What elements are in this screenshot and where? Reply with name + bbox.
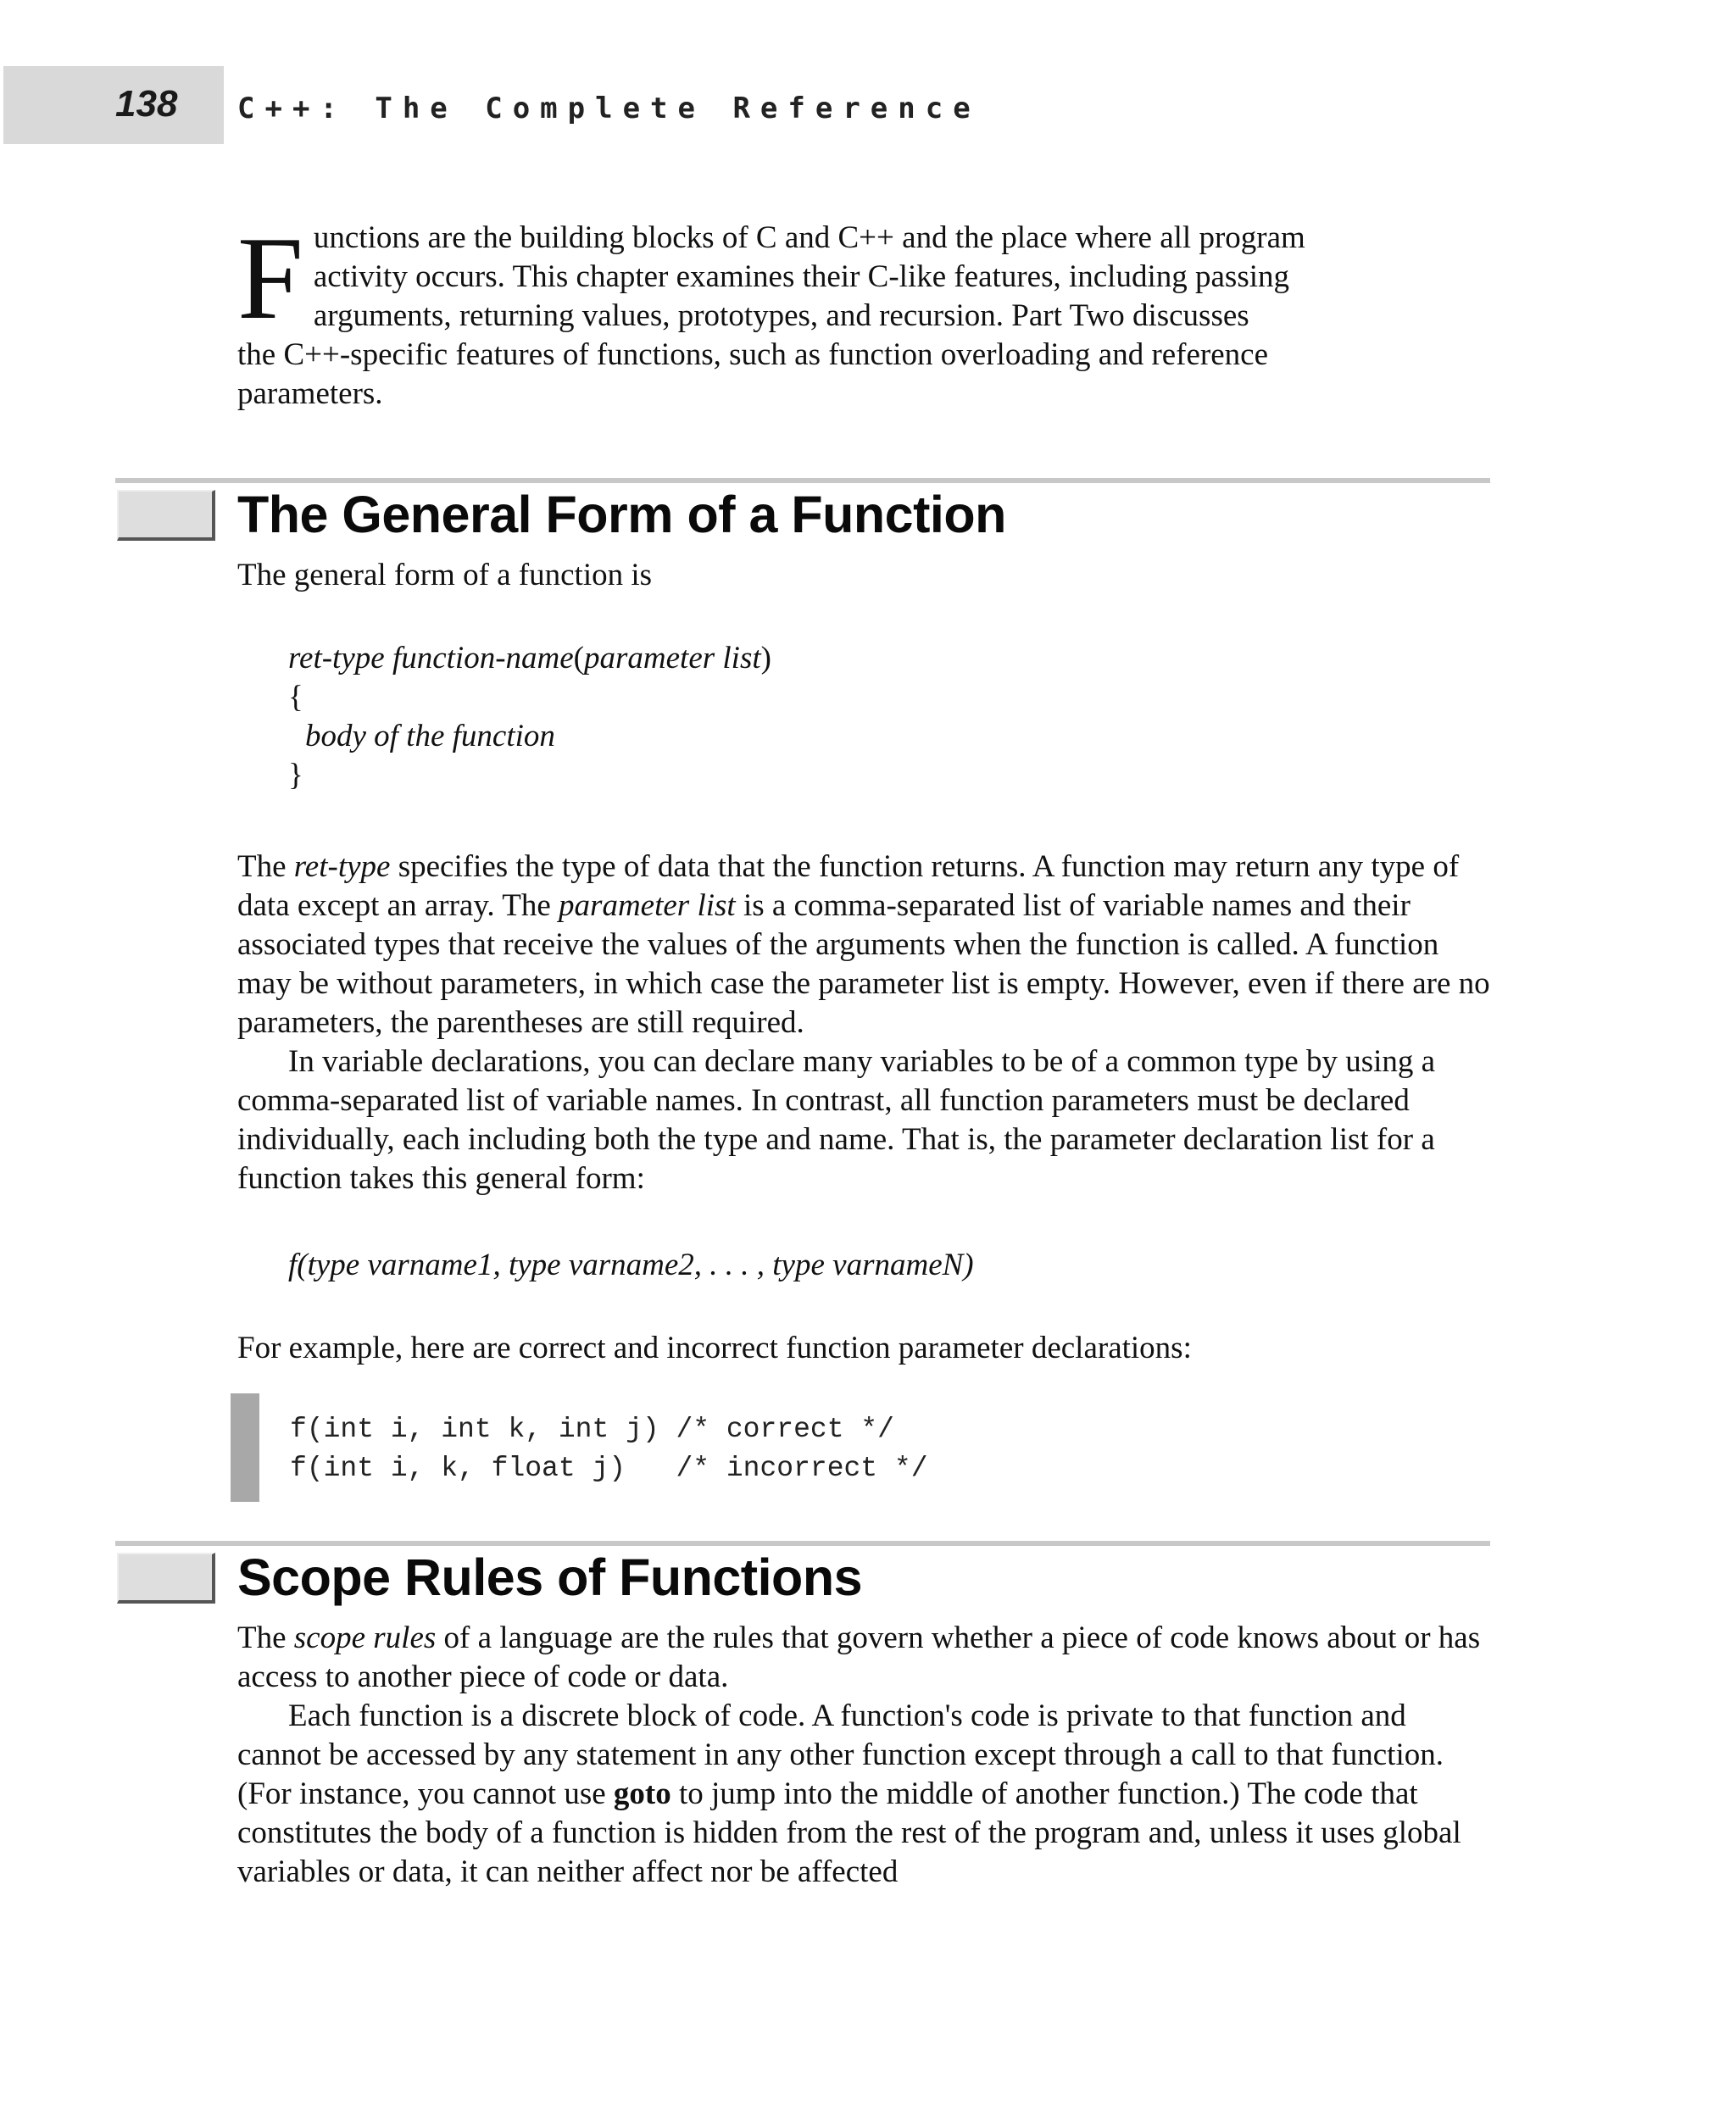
- general-form-syntax: [288, 639, 771, 795]
- syntax-ret-type: ret-type: [288, 641, 385, 675]
- syntax-body: body of the function: [305, 719, 555, 753]
- text-run: specifies the type of data that the function returns. A function may return any type of data except an array. The: [237, 849, 1460, 923]
- text-run: of a language are the rules that govern whether a piece of code knows about or has access to another piece of code or data.: [237, 1621, 1481, 1694]
- page-number-box: [3, 66, 224, 144]
- section-heading: Scope Rules of Functions: [237, 1548, 863, 1606]
- section-rule: [115, 478, 1490, 483]
- code-line: f(int i, k, float j) /* incorrect */: [290, 1453, 928, 1484]
- page-number: 138: [115, 83, 178, 125]
- italic-term: parameter list: [559, 888, 736, 923]
- text-run: to jump into the middle of another function.) The code that constitutes the body of a function is hidden from the rest of the program and, unless it uses global variables or data, it can neither affect nor be affected: [237, 1776, 1461, 1889]
- intro-line: arguments, returning values, prototypes, and recursion. Part Two discusses: [313, 298, 1249, 333]
- general-form-text: f(type varname1, type varname2, . . . , type varnameN): [288, 1248, 974, 1282]
- intro-paragraph: [237, 213, 1492, 414]
- body-paragraph: [237, 1619, 1492, 1697]
- section-marker: [117, 490, 215, 541]
- intro-line: unctions are the building blocks of C and C++ and the place where all program: [313, 220, 1305, 255]
- syntax-open-brace: {: [288, 680, 303, 714]
- parameter-general-form: [288, 1246, 974, 1285]
- text-run: Each function is a discrete block of code. A function's code is private to that function and cannot be accessed by any statement in any other function except through a call to that function. (For instance, you cannot use: [237, 1698, 1444, 1811]
- section-lead: The general form of a function is: [237, 558, 653, 592]
- section-heading: The General Form of a Function: [237, 486, 1006, 543]
- syntax-parameter-list: parameter list: [584, 641, 761, 675]
- running-title: C++: The Complete Reference: [237, 92, 981, 125]
- body-paragraph: In variable declarations, you can declare many variables to be of a common type by using a comma-separated list of variable names. In contrast, all function parameters must be declared individually, each including both the type and name. That is, the parameter declaration list for a function takes this general form:: [237, 1044, 1436, 1196]
- body-paragraph: [237, 1697, 1492, 1892]
- code-line: f(int i, int k, int j) /* correct */: [290, 1414, 894, 1445]
- drop-cap: F: [237, 213, 303, 344]
- syntax-close-paren: ): [760, 641, 771, 675]
- intro-line: activity occurs. This chapter examines their C-like features, including passing: [313, 259, 1289, 294]
- body-paragraph: [237, 848, 1492, 1042]
- code-block: [290, 1410, 928, 1488]
- intro-line: the C++-specific features of functions, such as function overloading and reference: [237, 337, 1269, 372]
- text-run: The: [237, 1621, 294, 1655]
- section-rule: [115, 1541, 1490, 1546]
- bold-keyword: goto: [613, 1776, 671, 1811]
- code-margin-bar: [231, 1393, 259, 1502]
- intro-line: parameters.: [237, 376, 383, 411]
- section-marker: [117, 1553, 215, 1604]
- syntax-close-brace: }: [288, 758, 303, 792]
- body-paragraph: For example, here are correct and incorrect function parameter declarations:: [237, 1331, 1192, 1365]
- text-run: is a comma-separated list of variable names and their associated types that receive the values of the arguments when the function is called. A function may be without parameters, in which case the parameter list is empty. However, even if there are no parameters, the parentheses are still required.: [237, 888, 1490, 1040]
- italic-term: scope rules: [293, 1621, 437, 1655]
- syntax-open-paren: (: [573, 641, 584, 675]
- syntax-function-name: function-name: [392, 641, 574, 675]
- italic-term: ret-type: [293, 849, 391, 884]
- text-run: The: [237, 849, 294, 884]
